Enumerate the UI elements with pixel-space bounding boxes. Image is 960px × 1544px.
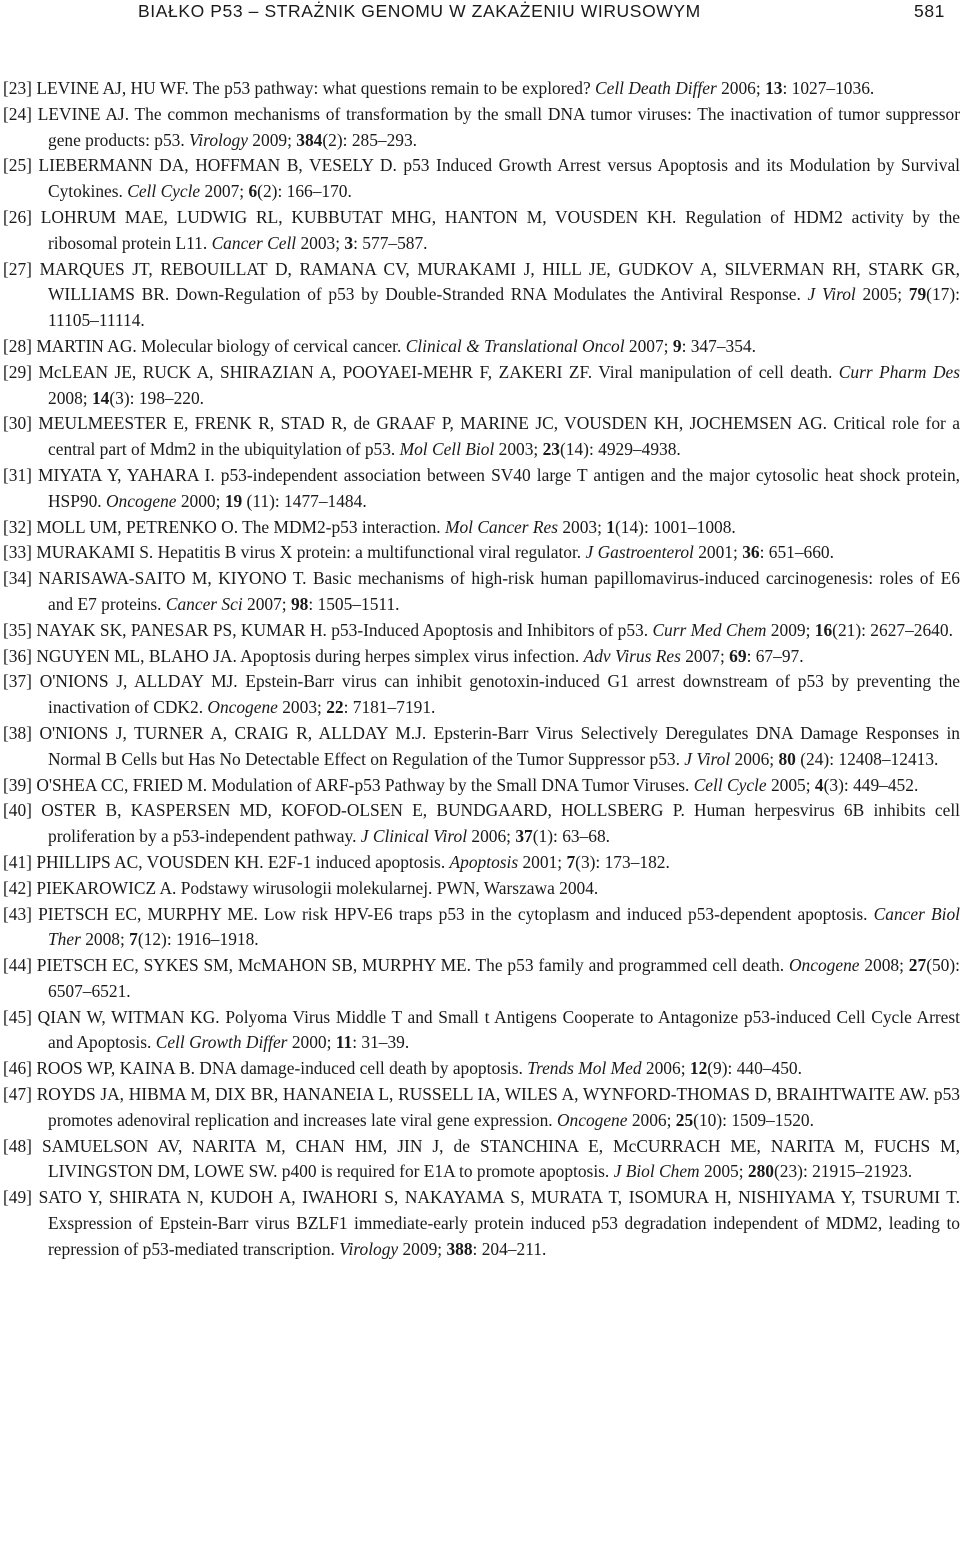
journal-name: Cancer Sci [165,593,243,614]
reference-text: 2003; [557,516,607,537]
volume-number: 1 [606,516,615,537]
volume-number: 69 [729,645,747,666]
reference-text: (50): 6507–6521. [48,955,960,1001]
reference-text: (12): 1916–1918. [137,929,259,950]
volume-number: 25 [675,1109,694,1130]
volume-number: 3 [344,232,354,253]
reference-text: 2008; [859,955,909,976]
running-header [0,0,960,28]
volume-number: 11 [335,1032,353,1053]
reference-text: 2005; [855,284,909,305]
reference-text: : 31–39. [352,1032,410,1053]
reference-text: : 1505–1511. [308,593,400,614]
reference-text: [25] LIEBERMANN DA, HOFFMAN B, VESELY D. p53 Induced Growth Arrest versus Apoptosis and its Modulation by Survival Cytokines. [3,155,960,202]
journal-name: Cell Growth Differ [155,1032,288,1053]
reference-text: : 1027–1036. [782,78,875,98]
reference-text: [34] NARISAWA-SAITO M, KIYONO T. Basic mechanisms of high-risk human papillomavirus-induced carcinogenesis: roles of E6 and E7 proteins. [3,568,960,614]
reference-text: [38] O'NIONS J, TURNER A, CRAIG R, ALLDAY M.J. Epsterin-Barr Virus Selectively Deregulates DNA Damage Responses in Normal B Cells but Has No Detectable Effect on Regulation of the Tumor Suppressor p53. [3,722,960,769]
reference-text: 2001; [518,851,567,872]
journal-name: Cell Cycle [693,774,767,795]
volume-number: 22 [326,697,344,718]
reference-item [3,1056,960,1082]
journal-name: Curr Pharm Des [838,361,960,382]
volume-number: 7 [566,851,576,872]
volume-number: 12 [689,1058,708,1079]
volume-number: 27 [908,955,927,976]
reference-text: 2003; [277,697,327,718]
reference-text: [41] PHILLIPS AC, VOUSDEN KH. E2F-1 induced apoptosis. [3,851,450,872]
reference-text: 2008; [48,387,92,408]
volume-number: 19 [224,490,243,511]
journal-name: Adv Virus Res [583,645,681,666]
reference-text: : 7181–7191. [343,697,436,718]
reference-text: 2005; [699,1161,748,1182]
reference-text: [36] NGUYEN ML, BLAHO JA. Apoptosis during herpes simplex virus infection. [3,645,584,666]
volume-number: 4 [814,774,824,795]
reference-item [3,953,960,1005]
reference-text: 2003; [494,439,543,460]
reference-text: (2): 285–293. [322,129,418,150]
reference-text: 2009; [247,129,297,150]
reference-text: [28] MARTIN AG. Molecular biology of cervical cancer. [3,335,406,356]
reference-item [3,257,960,334]
reference-text: 2007; [242,593,291,614]
journal-name: J Biol Chem [613,1161,700,1182]
reference-item [3,798,960,850]
reference-text: (9): 440–450. [707,1058,802,1079]
reference-text: [31] MIYATA Y, YAHARA I. p53-independent association between SV40 large T antigen and the major cytosolic heat shock protein, HSP90. [3,464,960,511]
reference-text: (3): 173–182. [575,851,670,872]
reference-text: 2006; [716,78,766,98]
journal-name: J Clinical Virol [360,826,468,847]
reference-text: (14): 4929–4938. [560,439,681,460]
reference-text: [42] PIEKAROWICZ A. Podstawy wirusologii molekularnej. PWN, Warszawa 2004. [3,877,599,898]
reference-text: 2000; [287,1032,336,1053]
volume-number: 13 [765,78,783,98]
reference-text: 2000; [176,490,225,511]
reference-text: (10): 1509–1520. [693,1109,814,1130]
volume-number: 37 [515,826,533,847]
reference-text: (3): 198–220. [109,387,205,408]
reference-text: (17): 11105–11114. [48,284,960,331]
reference-item [3,463,960,515]
reference-text: : 347–354. [681,335,756,356]
reference-item [3,669,960,721]
reference-text: 2006; [730,748,779,769]
reference-text: [30] MEULMEESTER E, FRENK R, STAD R, de GRAAF P, MARINE JC, VOUSDEN KH, JOCHEMSEN AG. Critical role for a central part of Mdm2 in the ubiquitylation of p53. [3,413,960,460]
reference-text: [35] NAYAK SK, PANESAR PS, KUMAR H. p53-Induced Apoptosis and Inhibitors of p53. [3,619,653,640]
reference-text: [45] QIAN W, WITMAN KG. Polyoma Virus Middle T and Small t Antigens Cooperate to Antagonize p53-induced Cell Cycle Arrest and Apoptosis. [3,1006,960,1053]
journal-name: Oncogene [789,955,860,976]
reference-text: (14): 1001–1008. [615,516,736,537]
reference-text: [24] LEVINE AJ. The common mechanisms of transformation by the small DNA tumor viruses: The inactivation of tumor suppressor gene products: p53. [3,103,960,150]
journal-name: Cell Death Differ [595,78,717,98]
journal-name: J Gastroenterol [585,542,694,563]
volume-number: 7 [129,929,138,950]
journal-name: Curr Med Chem [652,619,767,640]
journal-name: Oncogene [556,1109,628,1130]
reference-item [3,1082,960,1134]
volume-number: 79 [908,284,927,305]
volume-number: 9 [672,335,682,356]
reference-text: [23] LEVINE AJ, HU WF. The p53 pathway: what questions remain to be explored? [3,78,596,98]
volume-number: 98 [290,593,309,614]
reference-item [3,540,960,566]
volume-number: 280 [747,1161,774,1182]
reference-text: 2003; [296,232,345,253]
reference-text: [48] SAMUELSON AV, NARITA M, CHAN HM, JIN J, de STANCHINA E, McCURRACH ME, NARITA M, FUCHS M, LIVINGSTON DM, LOWE SW. p400 is required for E1A to promote apoptosis. [3,1135,960,1182]
volume-number: 80 [778,748,796,769]
reference-item [3,773,960,799]
journal-name: Oncogene [106,490,177,511]
reference-text: [29] McLEAN JE, RUCK A, SHIRAZIAN A, POOYAEI-MEHR F, ZAKERI ZF. Viral manipulation of cell death. [3,361,839,382]
reference-item [3,411,960,463]
reference-text: (2): 166–170. [257,181,352,202]
reference-item [3,566,960,618]
reference-text: 2009; [398,1238,447,1259]
reference-item [3,360,960,412]
reference-item [3,721,960,773]
reference-item [3,1134,960,1186]
volume-number: 14 [91,387,110,408]
reference-item [3,76,960,102]
reference-text: [47] ROYDS JA, HIBMA M, DIX BR, HANANEIA L, RUSSELL IA, WILES A, WYNFORD-THOMAS D, BRAIHTWAITE AW. p53 promotes adenoviral replication and increases late viral gene expression. [3,1084,960,1130]
journal-name: Virology [189,129,248,150]
journal-name: Oncogene [207,697,278,718]
reference-text: [43] PIETSCH EC, MURPHY ME. Low risk HPV-E6 traps p53 in the cytoplasm and induced p53-dependent apoptosis. [3,903,874,924]
volume-number: 23 [542,439,560,460]
reference-item [3,850,960,876]
reference-text: [32] MOLL UM, PETRENKO O. The MDM2-p53 interaction. [3,516,445,537]
reference-item [3,644,960,670]
reference-text: [44] PIETSCH EC, SYKES SM, McMAHON SB, MURPHY ME. The p53 family and programmed cell death. [3,955,789,976]
reference-text: : 577–587. [353,232,428,253]
journal-name: Mol Cell Biol [399,439,495,460]
reference-item [3,1005,960,1057]
reference-item [3,205,960,257]
reference-text: 2009; [766,619,815,640]
reference-text: 2006; [627,1109,676,1130]
journal-name: Clinical & Translational Oncol [405,335,625,356]
journal-name: Cell Cycle [127,181,201,202]
volume-number: 6 [248,181,258,202]
reference-item [3,1185,960,1262]
reference-text: [49] SATO Y, SHIRATA N, KUDOH A, IWAHORI S, NAKAYAMA S, MURATA T, ISOMURA H, NISHIYAMA Y, TSURUMI T. Exspression of Epstein-Barr virus BZLF1 immediate-early protein induced p53 degradation independent of MDM2, leading to repression of p53-mediated transcription. [3,1187,960,1259]
reference-text: [40] OSTER B, KASPERSEN MD, KOFOD-OLSEN E, BUNDGAARD, HOLLSBERG P. Human herpesvirus 6B inhibits cell proliferation by a p53-independent pathway. [3,800,960,847]
reference-text: (24): 12408–12413. [795,748,939,769]
reference-text: : 651–660. [759,542,834,563]
reference-item [3,153,960,205]
reference-text: 2001; [693,542,743,563]
reference-text: (1): 63–68. [532,826,611,847]
reference-text: : 67–97. [746,645,804,666]
reference-item [3,902,960,954]
reference-item [3,102,960,154]
reference-item [3,876,960,902]
running-title: BIAŁKO P53 – STRAŻNIK GENOMU W ZAKAŻENIU WIRUSOWYM [138,1,701,21]
reference-text: [46] ROOS WP, KAINA B. DNA damage-induced cell death by apoptosis. [3,1058,528,1079]
reference-text: 2006; [641,1058,690,1079]
volume-number: 36 [742,542,760,563]
reference-text: (3): 449–452. [823,774,919,795]
reference-text: 2007; [200,181,249,202]
volume-number: 16 [814,619,833,640]
reference-list [3,76,960,1263]
journal-name: Cancer Biol Ther [48,903,960,950]
reference-text: [26] LOHRUM MAE, LUDWIG RL, KUBBUTAT MHG, HANTON M, VOUSDEN KH. Regulation of HDM2 activity by the ribosomal protein L11. [3,206,960,253]
journal-name: J Virol [807,284,856,305]
reference-item [3,618,960,644]
journal-name: J Virol [684,748,731,769]
reference-text: [27] MARQUES JT, REBOUILLAT D, RAMANA CV, MURAKAMI J, HILL JE, GUDKOV A, SILVERMAN RH, STARK GR, WILLIAMS BR. Down-Regulation of p53 by Double-Stranded RNA Modulates the Antiviral Response. [3,258,960,305]
journal-name: Apoptosis [449,851,519,872]
reference-text: : 204–211. [472,1238,547,1259]
reference-text: [37] O'NIONS J, ALLDAY MJ. Epstein-Barr virus can inhibit genotoxin-induced G1 arrest downstream of p53 by preventing the inactivation of CDK2. [3,671,960,718]
journal-name: Mol Cancer Res [444,516,558,537]
reference-text: (23): 21915–21923. [774,1161,913,1182]
volume-number: 384 [296,129,323,150]
reference-text: 2007; [624,335,673,356]
reference-text: 2008; [80,929,130,950]
reference-text: (21): 2627–2640. [832,619,953,640]
page-number: 581 [914,1,945,21]
journal-name: Cancer Cell [211,232,297,253]
reference-text: 2005; [766,774,815,795]
journal-name: Trends Mol Med [527,1058,642,1079]
reference-text: [39] O'SHEA CC, FRIED M. Modulation of ARF-p53 Pathway by the Small DNA Tumor Viruses. [3,774,694,795]
reference-item [3,515,960,541]
volume-number: 388 [446,1238,473,1259]
reference-item [3,334,960,360]
reference-text: 2007; [680,645,730,666]
journal-name: Virology [339,1238,399,1259]
reference-text: 2006; [467,826,516,847]
reference-text: [33] MURAKAMI S. Hepatitis B virus X protein: a multifunctional viral regulator. [3,542,586,563]
reference-text: (11): 1477–1484. [242,490,367,511]
